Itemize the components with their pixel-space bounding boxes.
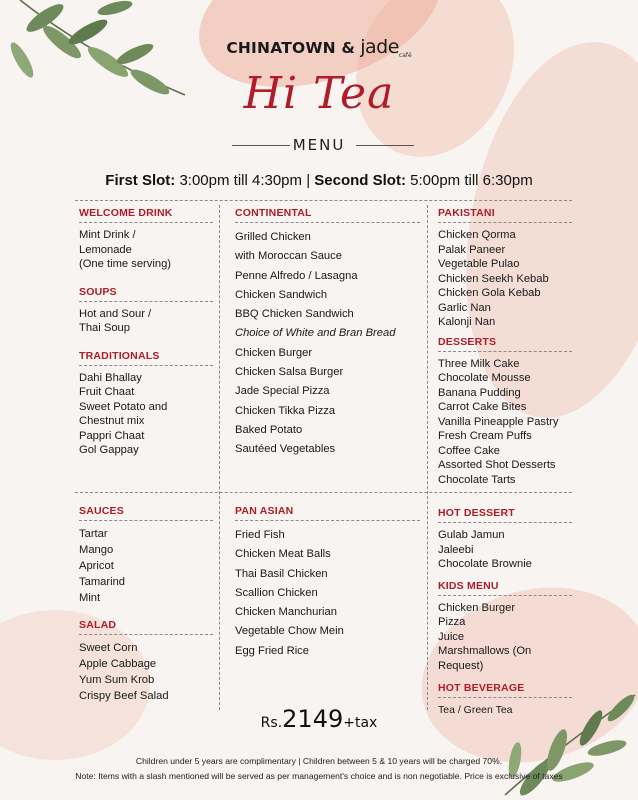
menu-item: Sweet Potato and (79, 400, 168, 413)
menu-item: Chicken Gola Kebab (438, 287, 541, 299)
menu-item: with Moroccan Sauce (235, 250, 342, 263)
menu-item: Apricot (79, 560, 114, 572)
section-heading: SAUCES (79, 505, 213, 521)
menu-item: Vanilla Pineapple Pastry (438, 415, 559, 428)
menu-item: Mint Drink / (79, 229, 136, 241)
section-heading: DESSERTS (438, 336, 572, 352)
menu-item: Sautéed Vegetables (235, 443, 336, 456)
menu-item: Thai Soup (79, 322, 130, 334)
menu-item: Dahi Bhallay (79, 371, 142, 384)
menu-item: Juice (438, 630, 465, 643)
menu-item: Chicken Seekh Kebab (438, 272, 549, 285)
section-heading: SALAD (79, 619, 213, 635)
divider (75, 492, 572, 493)
section-sauces (79, 505, 213, 606)
first-slot-label: First Slot: (105, 172, 176, 189)
menu-item: Penne Alfredo / Lasagna (235, 269, 358, 282)
menu-item: Vegetable Pulao (438, 258, 520, 270)
menu-item: Scallion Chicken (235, 586, 318, 599)
menu-item: Yum Sum Krob (79, 674, 155, 686)
menu-item: Thai Basil Chicken (235, 567, 328, 580)
menu-item: BBQ Chicken Sandwich (235, 308, 354, 321)
menu-item: Chicken Qorma (438, 229, 516, 241)
brand-jade: jade (360, 36, 399, 58)
footer-note-children: Children under 5 years are complimentary | Children between 5 & 10 years will be charged 70%. (135, 756, 503, 766)
menu-subtitle: MENU (292, 136, 346, 154)
menu-item: Kalonji Nan (438, 316, 496, 328)
menu-item: Chicken Burger (438, 601, 516, 614)
section-traditionals (79, 350, 213, 458)
menu-item: Egg Fried Rice (235, 644, 309, 657)
brand-chinatown: CHINATOWN & (226, 39, 356, 57)
section-pan-asian (235, 505, 420, 661)
section-heading: SOUPS (79, 286, 213, 302)
menu-item: Marshmallows (On Request) (438, 645, 532, 672)
time-slots (0, 172, 638, 189)
menu-item: Sweet Corn (79, 642, 138, 654)
menu-item: Fresh Cream Puffs (438, 430, 532, 442)
menu-item: Chicken Salsa Burger (235, 366, 344, 379)
divider (75, 200, 572, 201)
menu-item: Vegetable Chow Mein (235, 625, 344, 638)
column-left-top (79, 207, 213, 458)
section-heading: KIDS MENU (438, 580, 572, 596)
divider (219, 205, 220, 710)
section-kids-menu (438, 580, 572, 674)
menu-item: Palak Paneer (438, 243, 506, 256)
menu-item: Crispy Beef Salad (79, 690, 169, 702)
menu-item: Chestnut mix (79, 415, 145, 427)
menu-item: Jade Special Pizza (235, 385, 330, 398)
menu-item: Fruit Chaat (79, 386, 135, 398)
menu-item-note: Choice of White and Bran Bread (235, 327, 396, 340)
price-amount: 2149 (282, 705, 344, 733)
column-left-bottom (79, 505, 213, 704)
section-heading: PAN ASIAN (235, 505, 420, 521)
menu-item: Fried Fish (235, 529, 285, 541)
menu-item: Assorted Shot Desserts (438, 459, 556, 471)
section-desserts (438, 336, 572, 488)
menu-item: Pizza (438, 616, 466, 628)
section-heading: PAKISTANI (438, 207, 572, 223)
menu-item: Tamarind (79, 576, 126, 588)
menu-item: Lemonade (79, 243, 132, 256)
second-slot-time: 5:00pm till 6:30pm (410, 172, 533, 189)
menu-item: Mango (79, 544, 114, 556)
menu-item: Chocolate Tarts (438, 473, 516, 486)
column-right-top (438, 207, 572, 487)
menu-item: Grilled Chicken (235, 231, 311, 243)
menu-item: Jaleebi (438, 543, 474, 556)
section-hot-dessert (438, 507, 572, 572)
menu-item: Apple Cabbage (79, 658, 157, 670)
section-salad (79, 619, 213, 704)
menu-item: Chicken Burger (235, 346, 313, 359)
menu-item: Pappri Chaat (79, 429, 145, 442)
section-soups (79, 286, 213, 336)
menu-item: Baked Potato (235, 423, 303, 436)
slot-separator: | (306, 172, 311, 189)
menu-item: Chocolate Mousse (438, 372, 531, 384)
menu-item: (One time serving) (79, 258, 172, 270)
footer-note-policy: Note: Items with a slash mentioned will be served as per management's choice and is non negotiable. Price is exclusive of taxes (75, 771, 563, 781)
section-pakistani (438, 207, 572, 330)
price-suffix: +tax (343, 715, 378, 731)
menu-item: Gol Gappay (79, 444, 139, 456)
menu-item: Three Milk Cake (438, 357, 520, 370)
menu-item: Hot and Sour / (79, 307, 152, 320)
column-right-bottom (438, 507, 572, 718)
page-title: Hi Tea (243, 68, 395, 119)
brand-logo (0, 36, 638, 59)
menu-item: Mint (79, 592, 101, 604)
section-continental (235, 207, 420, 460)
section-heading: TRADITIONALS (79, 350, 213, 366)
section-welcome-drink (79, 207, 213, 272)
menu-item: Chocolate Brownie (438, 558, 532, 570)
section-heading: WELCOME DRINK (79, 207, 213, 223)
column-middle-bottom (235, 505, 420, 661)
menu-item: Tartar (79, 528, 108, 540)
menu-item: Banana Pudding (438, 386, 521, 399)
menu-item: Chicken Sandwich (235, 288, 328, 301)
price-currency: Rs. (260, 715, 283, 731)
menu-item: Carrot Cake Bites (438, 401, 527, 413)
menu-item: Coffee Cake (438, 444, 500, 457)
menu-item: Garlic Nan (438, 301, 491, 314)
price (0, 705, 638, 733)
first-slot-time: 3:00pm till 4:30pm (179, 172, 303, 189)
divider (427, 205, 428, 710)
second-slot-label: Second Slot: (314, 172, 406, 189)
menu-item: Tea / Green Tea (438, 704, 513, 716)
column-middle-top (235, 207, 420, 460)
section-heading: CONTINENTAL (235, 207, 420, 223)
section-heading: HOT BEVERAGE (438, 682, 572, 698)
menu-item: Gulab Jamun (438, 529, 505, 541)
section-heading: HOT DESSERT (438, 507, 572, 523)
menu-item: Chicken Manchurian (235, 606, 337, 619)
menu-item: Chicken Tikka Pizza (235, 404, 336, 417)
menu-item: Chicken Meat Balls (235, 548, 331, 561)
brand-cafe: café (398, 52, 412, 59)
